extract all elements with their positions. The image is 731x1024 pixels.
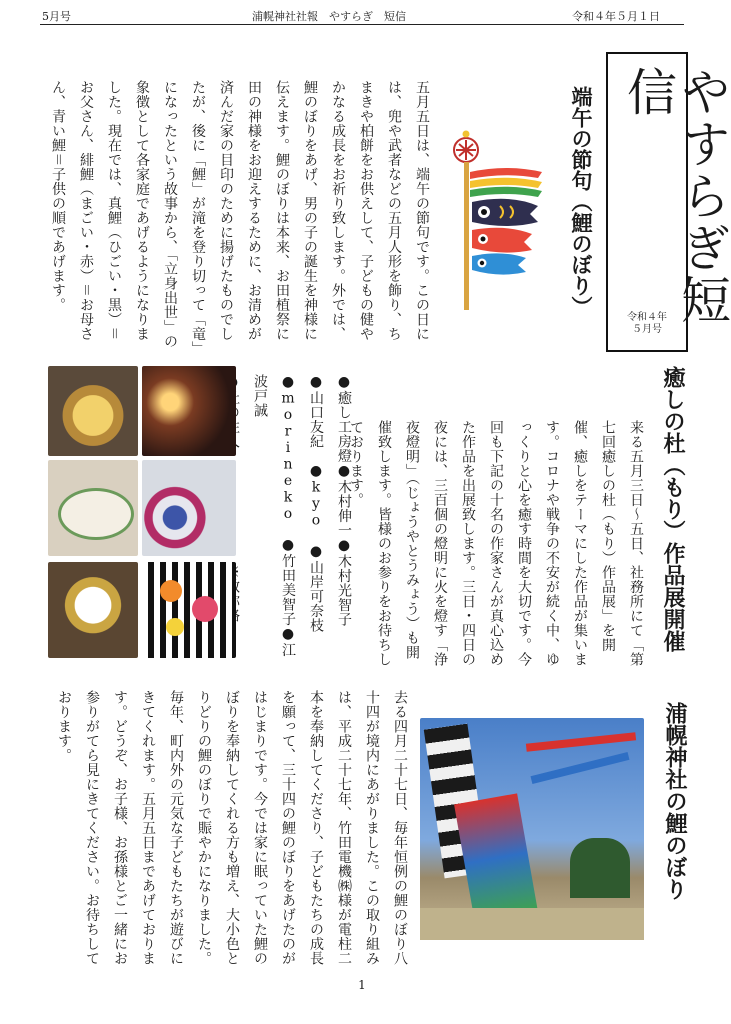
- photo-mizuhiki-ornament: [48, 562, 138, 658]
- koinobori-illustration: [452, 126, 548, 312]
- photo-bead-balls: [142, 460, 236, 556]
- issue-date: 令和４年５月１日: [572, 10, 660, 23]
- photo-calligraphy-board: [48, 460, 138, 556]
- photo-koinobori-shrine: [420, 718, 644, 940]
- photo-knit-lion: [48, 366, 138, 456]
- artist-line: ●山口友紀 ●kyo ●山岸可奈枝: [308, 374, 324, 633]
- photo-candles: [142, 366, 236, 456]
- artist-list: [246, 374, 358, 668]
- masthead-box: [606, 52, 731, 352]
- tango-heading: 端午の節句（鯉のぼり）: [569, 86, 593, 317]
- mori-body: 来る五月三日～五日、社務所にて「第七回癒しの杜（もり）作品展」を開催、癒しをテーマにした作品が集います。コロナや戦争の不安が続く中、ゆっくりと心を癒す時間を大切です。今回も下記の十名の作家さんが真心込めた作品を出展致します。三日・四日の夜には、三百個の燈明に火を燈す「浄夜燈明」（じょうやとうみょう）も開催致します。皆様のお参りをお待ちしております。: [348, 420, 644, 667]
- masthead-issue: ５月号: [632, 324, 662, 335]
- masthead-subtitle: [608, 312, 686, 336]
- koinobori-heading: 浦幌神社の鯉のぼり: [662, 702, 687, 900]
- tango-body: 五月五日は、端午の節句です。この日には、兜や武者などの五月人形を飾り、ちまきや柏餅をお供えして、子どもの健やかなる成長をお祈り致します。外では、鯉のぼりをあげ、男の子の誕生を神様に伝えます。鯉のぼりは本来、お田植祭に田の神様をお迎えするために、お清めが済んだ家の目印のために揚げたものでしたが、後に「鯉」が滝を登り切って「竜」になったという故事から、「立身出世」の象徴として各家庭であげるようになりました。現在では、真鯉（ひごい・黒）＝お父さん、緋鯉（まごい・赤）＝お母さん、青い鯉＝子供の順であげます。: [50, 80, 430, 349]
- masthead-title: やすらぎ短信: [619, 66, 731, 326]
- issue-label: 5月号: [42, 10, 71, 23]
- artist-line: ●morineko ●竹田美智子●江波戸誠: [252, 374, 296, 657]
- newsletter-title: 浦幌神社社報 やすらぎ 短信: [252, 10, 406, 23]
- masthead-year: 令和４年: [627, 312, 667, 323]
- artist-line: ●癒し工房燈●木村伸一●木村光智子: [336, 374, 352, 627]
- header-rule: [40, 24, 684, 25]
- photo-flower-panel: [142, 562, 236, 658]
- mori-heading: 癒しの杜（もり）作品展開催: [660, 366, 685, 652]
- koinobori-body: 去る四月二十七日、毎年恒例の鯉のぼり八十四が境内にあがりました。この取り組みは、平成二十七年、竹田電機㈱様が電柱二本を奉納してくださり、子どもたちの成長を願って、三十四の鯉のぼりをあげたのがはじまりです。今では家に眠っていた鯉のぼりを奉納してくれる方も増え、大小色とりどりの鯉のぼりで賑やかになりました。毎年、町内外の元気な子どもたちが遊びにきてくれます。五月五日まであげております。どうぞ、お子様、お孫様とご一緒にお参りがてら見にきてください。お待ちしております。: [56, 690, 408, 966]
- page-number: 1: [358, 978, 366, 992]
